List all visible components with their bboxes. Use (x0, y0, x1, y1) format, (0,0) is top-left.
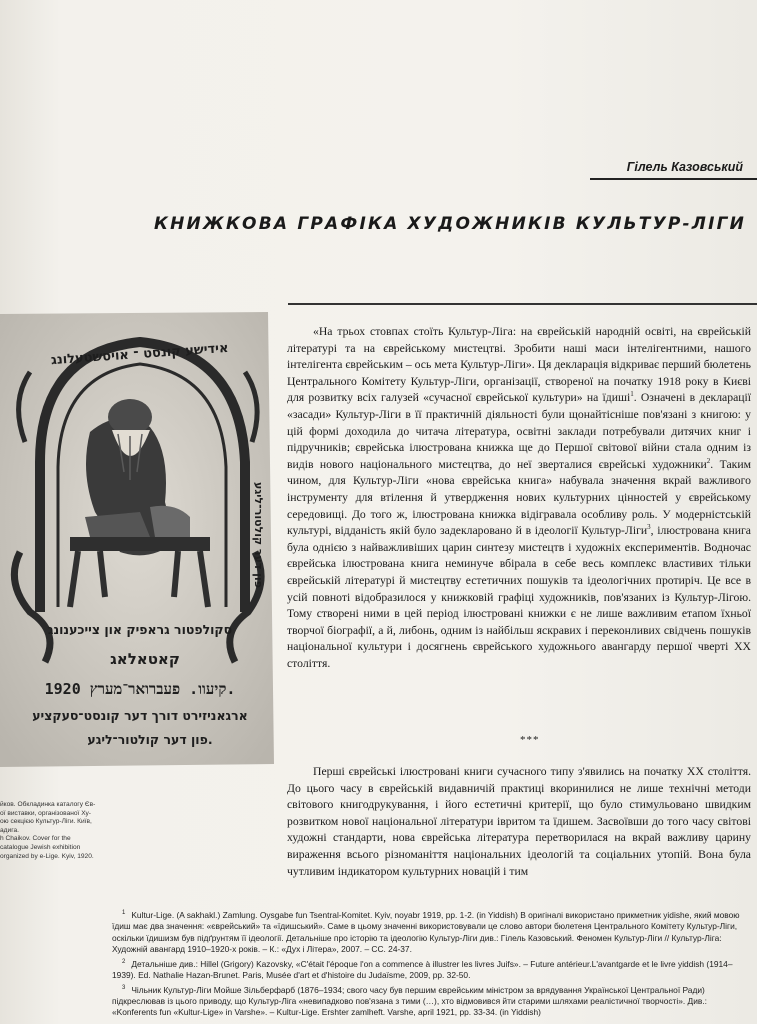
cover-hebrew-bottom-1: סקולפטור גראפיק און צייכענונג (47, 622, 233, 637)
footnote-ref-1[interactable]: 1 (630, 390, 634, 399)
article-body-section-2 (287, 764, 751, 880)
cover-hebrew-side: פון דער קולטור־ליגע (252, 482, 265, 588)
footnote-1: $^1$ Kultur-Lige. (A sakhakl.) Zamlung. Oysgabe fun Tsentral-Komitet. Kyiv, noyabr 1919, pp. 1-2. (in Yiddish) В оригіналі використано прикметник yidishe, який мовою їдиш має два значення: «єврейський» та «їдишський». Саме в цьому значенні використовували це слово автори бюлетеня Центрального Комітету Культур-Ліги, оскільки їдишизм був підґрунтям її ідеології. Детальніше про історію та ідеологію Культур-Ліги див.: Гілель Казовський. Феномен Культур-Ліги // Культур-Ліга: Художній авангард 1910–1920-х років. – К.: «Дух і Літера», 2007. – СС. 24-37. (112, 909, 740, 955)
paragraph-2: Перші єврейські ілюстровані книги сучасного типу з'явились на початку XX століття. До цього часу в єврейській видавничій практиці вкоринилися не лише технічні методи світового книгодрукування, і його естетичні критерії, що було стимульовано швидким розвитком нової національної літератури івритом та їдишем. Засвоївши до того часу світові художні стандарти, нова єврейська література перетворилася на вкрай важливу царину вираження всього різноманіття національних ідеологій та соціальних утопій. Вона була чутливим індикатором культурних новацій і тим (287, 765, 751, 878)
cover-hebrew-bottom-2: קאטאלאג (110, 650, 180, 668)
cover-hebrew-bottom-5: פון דער קולטור־ליגע. (87, 732, 213, 747)
paragraph-1: «На трьох стовпах стоїть Культур-Ліга: на єврейській народній освіті, на єврейській літературі та на єврейському мистецтві. Зробити наші маси інтелігентними, нашого інтелігента єврейським – ось мета Культур-Ліги». Ця декларація відкриває перший бюлетень Центрального Комітету Культур-Ліги, організації, створеної на початку 1918 року в Києві для розвитку всіх галузей «сучасної єврейської культури» на їдиші$^1$. Означені в декларації «засади» Культур-Ліги в її практичній діяльності були щонайтісніше пов'язані з книгою: у цій формі доходила до читача література, освітні заклади потребували дитячих книг і підручників; єврейська ілюстрована книжка ще до Першої світової війни стала одним із видів нового національного мистецтва, до неї зверталися єврейські художники$^2$. Таким чином, для Культур-Ліги «нова єврейська книга» набувала значення вкрай важливого інструменту для втілення й утвердження нових культурних цінностей у єврейському середовищі. До того ж, ілюстрована книжка відігравала особливу роль. У модерністській культурі, відданість якій було задекларовано й в ідеології Культур-Ліги$^3$, ілюстрована книга була однією з найважливіших царин синтезу мистецтв і художніх експериментів. Водночас єврейська ілюстрована книга неминуче вбірала в себе весь комплекс властивих тільки єврейській літературі й мистецтву естетичних пошуків та ідеологічних протиріч. Це все в усій повноті відобразилося у книжковій графіці художників, пов'язаних із Культур-Лігою. Тому створені ними в цей період ілюстровані книжки є не лише важливим етапом їхньої творчої біографії, а й, либонь, одним із найбільш яскравих і переконливих свідчень пошуків національної культури і досягнень єврейського художнього авангарду першої чверті XX століття. (287, 325, 752, 670)
footnote-3: $^3$ Чільник Культур-Ліги Мойше Зільберфарб (1876–1934; свого часу був першим єврейським міністром за врядування Української Центральної Ради) підкреслював із цього приводу, що Культур-Ліга «невипадково пов'язана з тими (…), хто відмовився йти старими шляхами реалістичної творчості». Див.: «Konferents fun «Kultur-Lige» in Varshe». – Kultur-Lige. Ershter zamlheft. Varshe, april 1921, pp. 33-34. (in Yiddish) (112, 984, 708, 1018)
image-caption (0, 801, 100, 861)
cover-hebrew-bottom-4: ארגאניזירט דורך דער קונסט־סעקציע (32, 708, 248, 723)
article-body-section-1 (287, 324, 751, 672)
article-title: КНИЖКОВА ГРАФІКА ХУДОЖНИКІВ КУЛЬТУР-ЛІГИ (154, 214, 747, 234)
footnotes (112, 908, 752, 1020)
footnote-ref-2[interactable]: 2 (706, 456, 711, 465)
catalogue-cover-image (0, 312, 274, 767)
section-separator: *** (520, 734, 540, 746)
author-underline (590, 178, 757, 180)
caption-english: h Chaikov. Cover for the catalogue Jewish exhibition organized by e-Lige. Kyiv, 1920. (0, 835, 94, 860)
cover-hebrew-bottom-3: קיעוו. פעברואר־מערץ 1920. (44, 680, 236, 698)
title-divider (288, 303, 757, 305)
footnote-ref-3[interactable]: 3 (647, 523, 651, 532)
cover-hebrew-top: אידישע קונסט ־ אויסשטעלונג (50, 340, 229, 369)
author-name: Гілель Казовський (626, 160, 743, 174)
caption-ukrainian: йков. Обкладинка каталогу Єв- ої виставки, організованої Ху- ою секцією Культур-Ліги. Київ, адига. (0, 801, 96, 834)
footnote-2: $^2$ Детальніше див.: Hillel (Grigory) Kazovsky, «C'était l'époque l'on a commence à illustrer les livres Juifs». – Future antérieur.L'avantgarde et le livre yiddish (1914–1939). Ed. Nathalie Hazan-Brunet. Paris, Musée d'art et d'histoire du Judaïsme, 2009, pp. 32-50. (112, 958, 733, 981)
